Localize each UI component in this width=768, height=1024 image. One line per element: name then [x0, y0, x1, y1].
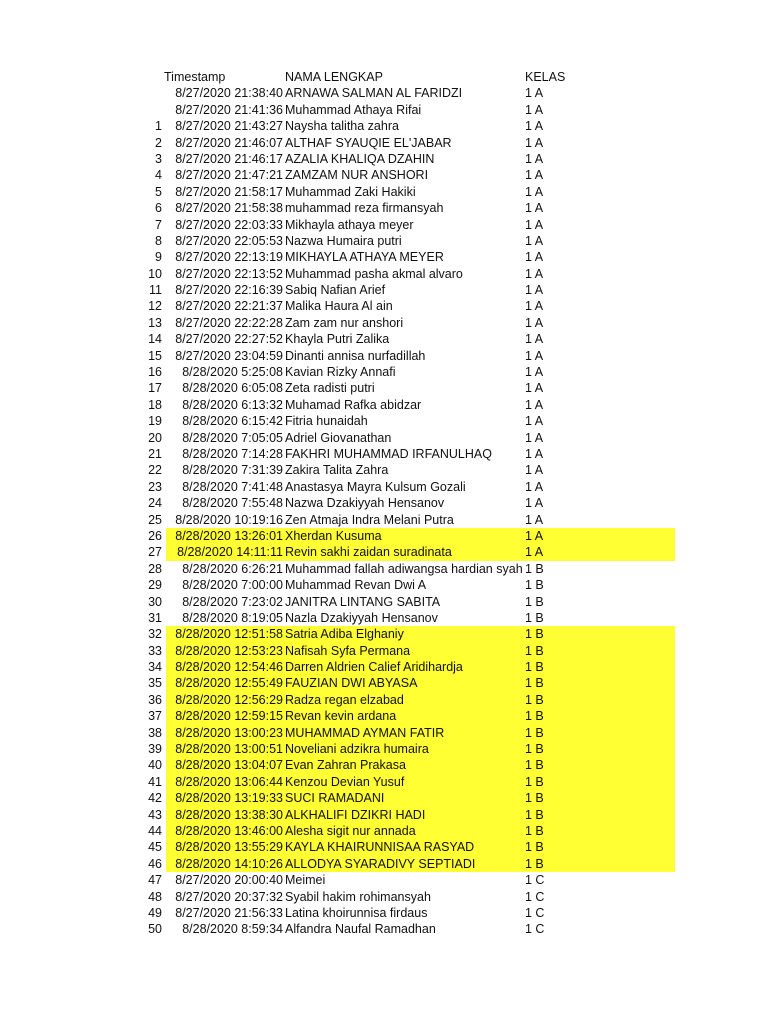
table-row — [0, 151, 768, 167]
kelas-cell: 1 C — [525, 905, 545, 920]
row-number: 10 — [148, 266, 162, 281]
name-cell: FAKHRI MUHAMMAD IRFANULHAQ — [285, 446, 492, 461]
table-row — [0, 577, 768, 593]
row-number: 43 — [148, 807, 162, 822]
kelas-cell: 1 A — [525, 151, 544, 166]
table-row — [0, 430, 768, 446]
row-number: 22 — [148, 463, 162, 478]
table-row — [0, 561, 768, 577]
data-rows — [0, 85, 768, 937]
row-number: 26 — [148, 528, 162, 543]
kelas-cell: 1 B — [525, 856, 544, 871]
name-cell: Revin sakhi zaidan suradinata — [285, 545, 452, 560]
name-cell: Sabiq Nafian Arief — [285, 283, 386, 298]
row-number: 24 — [148, 496, 162, 511]
kelas-cell: 1 A — [525, 479, 544, 494]
kelas-cell: 1 B — [525, 709, 544, 724]
table-row — [0, 200, 768, 216]
kelas-cell: 1 A — [525, 365, 544, 380]
timestamp-cell: 8/27/2020 22:05:53 — [175, 233, 283, 248]
kelas-cell: 1 C — [525, 873, 545, 888]
name-cell: Muhamad Rafka abidzar — [285, 397, 422, 412]
kelas-cell: 1 A — [525, 283, 544, 298]
timestamp-cell: 8/27/2020 21:41:36 — [175, 102, 283, 117]
name-cell: ALLODYA SYARADIVY SEPTIADI — [285, 856, 476, 871]
row-number: 27 — [148, 545, 162, 560]
row-number: 13 — [148, 315, 162, 330]
row-number: 37 — [148, 709, 162, 724]
timestamp-cell: 8/28/2020 7:23:02 — [182, 594, 283, 609]
table-row — [0, 331, 768, 347]
name-cell: Khayla Putri Zalika — [285, 332, 390, 347]
kelas-cell: 1 B — [525, 791, 544, 806]
kelas-cell: 1 B — [525, 660, 544, 675]
timestamp-cell: 8/28/2020 12:59:15 — [175, 709, 283, 724]
table-row — [0, 839, 768, 855]
row-number: 48 — [148, 889, 162, 904]
kelas-cell: 1 A — [525, 496, 544, 511]
kelas-cell: 1 A — [525, 397, 544, 412]
table-row — [0, 479, 768, 495]
table-row — [0, 85, 768, 101]
timestamp-cell: 8/27/2020 21:47:21 — [175, 168, 283, 183]
kelas-cell: 1 B — [525, 578, 544, 593]
row-number: 46 — [148, 856, 162, 871]
timestamp-cell: 8/27/2020 21:38:40 — [175, 86, 283, 101]
table-row — [0, 167, 768, 183]
name-cell: FAUZIAN DWI ABYASA — [285, 676, 418, 691]
kelas-cell: 1 A — [525, 446, 544, 461]
timestamp-cell: 8/28/2020 13:06:44 — [175, 774, 283, 789]
kelas-cell: 1 A — [525, 86, 544, 101]
table-row — [0, 512, 768, 528]
row-number: 39 — [148, 742, 162, 757]
timestamp-cell: 8/27/2020 21:58:38 — [175, 201, 283, 216]
table-row — [0, 872, 768, 888]
row-number: 14 — [148, 332, 162, 347]
timestamp-cell: 8/27/2020 23:04:59 — [175, 348, 283, 363]
timestamp-cell: 8/28/2020 7:41:48 — [182, 479, 283, 494]
timestamp-cell: 8/27/2020 21:58:17 — [175, 184, 283, 199]
name-cell: Muhammad pasha akmal alvaro — [285, 266, 463, 281]
table-row — [0, 757, 768, 773]
timestamp-cell: 8/28/2020 8:19:05 — [182, 610, 283, 625]
row-number: 12 — [148, 299, 162, 314]
timestamp-cell: 8/28/2020 12:55:49 — [175, 676, 283, 691]
kelas-cell: 1 B — [525, 840, 544, 855]
kelas-cell: 1 A — [525, 381, 544, 396]
timestamp-cell: 8/27/2020 22:16:39 — [175, 283, 283, 298]
name-cell: Syabil hakim rohimansyah — [285, 889, 431, 904]
row-number: 9 — [155, 250, 162, 265]
name-cell: Zam zam nur anshori — [285, 315, 404, 330]
name-cell: Darren Aldrien Calief Aridihardja — [285, 660, 463, 675]
kelas-cell: 1 A — [525, 414, 544, 429]
table-row — [0, 118, 768, 134]
kelas-cell: 1 B — [525, 692, 544, 707]
kelas-cell: 1 B — [525, 774, 544, 789]
table-row — [0, 528, 768, 544]
timestamp-cell: 8/28/2020 13:00:51 — [175, 742, 283, 757]
kelas-cell: 1 A — [525, 528, 544, 543]
row-number: 47 — [148, 873, 162, 888]
table-row — [0, 610, 768, 626]
name-cell: Nafisah Syfa Permana — [285, 643, 411, 658]
timestamp-cell: 8/28/2020 7:55:48 — [182, 496, 283, 511]
timestamp-cell: 8/28/2020 5:25:08 — [182, 365, 283, 380]
timestamp-cell: 8/27/2020 22:03:33 — [175, 217, 283, 232]
kelas-cell: 1 A — [525, 233, 544, 248]
name-cell: MUHAMMAD AYMAN FATIR — [285, 725, 445, 740]
name-cell: Malika Haura Al ain — [285, 299, 393, 314]
table-row — [0, 659, 768, 675]
kelas-cell: 1 B — [525, 643, 544, 658]
name-cell: Radza regan elzabad — [285, 692, 404, 707]
timestamp-cell: 8/27/2020 22:22:28 — [175, 315, 283, 330]
name-cell: Xherdan Kusuma — [285, 528, 382, 543]
timestamp-cell: 8/28/2020 13:46:00 — [175, 823, 283, 838]
name-cell: ALKHALIFI DZIKRI HADI — [285, 807, 426, 822]
row-number: 7 — [155, 217, 162, 232]
row-number: 31 — [148, 610, 162, 625]
kelas-cell: 1 B — [525, 627, 544, 642]
name-cell: Noveliani adzikra humaira — [285, 742, 429, 757]
name-cell: Muhammad Athaya Rifai — [285, 102, 422, 117]
timestamp-cell: 8/27/2020 20:00:40 — [175, 873, 283, 888]
name-cell: Nazla Dzakiyyah Hensanov — [285, 610, 438, 625]
timestamp-cell: 8/28/2020 6:05:08 — [182, 381, 283, 396]
table-row — [0, 807, 768, 823]
kelas-cell: 1 B — [525, 676, 544, 691]
kelas-cell: 1 A — [525, 512, 544, 527]
table-row — [0, 708, 768, 724]
timestamp-cell: 8/27/2020 22:13:52 — [175, 266, 283, 281]
table-row — [0, 889, 768, 905]
row-number: 36 — [148, 692, 162, 707]
kelas-cell: 1 A — [525, 250, 544, 265]
kelas-cell: 1 A — [525, 217, 544, 232]
name-cell: Muhammad fallah adiwangsa hardian syah — [285, 561, 523, 576]
table-row — [0, 249, 768, 265]
timestamp-cell: 8/28/2020 7:14:28 — [182, 446, 283, 461]
table-row — [0, 446, 768, 462]
header-row — [0, 69, 768, 85]
timestamp-cell: 8/28/2020 13:00:23 — [175, 725, 283, 740]
name-cell: KAYLA KHAIRUNNISAA RASYAD — [285, 840, 475, 855]
header-nama-lengkap: NAMA LENGKAP — [285, 70, 383, 84]
timestamp-cell: 8/27/2020 21:46:07 — [175, 135, 283, 150]
timestamp-cell: 8/27/2020 21:43:27 — [175, 119, 283, 134]
name-cell: Meimei — [285, 873, 326, 888]
kelas-cell: 1 B — [525, 823, 544, 838]
table-row — [0, 298, 768, 314]
row-number: 4 — [155, 168, 162, 183]
name-cell: Muhammad Zaki Hakiki — [285, 184, 416, 199]
name-cell: muhammad reza firmansyah — [285, 201, 444, 216]
row-number: 6 — [155, 201, 162, 216]
kelas-cell: 1 A — [525, 299, 544, 314]
kelas-cell: 1 A — [525, 135, 544, 150]
kelas-cell: 1 A — [525, 119, 544, 134]
timestamp-cell: 8/28/2020 7:05:05 — [182, 430, 283, 445]
timestamp-cell: 8/27/2020 21:56:33 — [175, 905, 283, 920]
row-number: 16 — [148, 365, 162, 380]
timestamp-cell: 8/28/2020 14:10:26 — [175, 856, 283, 871]
row-number: 3 — [155, 151, 162, 166]
name-cell: ZAMZAM NUR ANSHORI — [285, 168, 429, 183]
table-row — [0, 774, 768, 790]
table-row — [0, 413, 768, 429]
table-row — [0, 397, 768, 413]
table-row — [0, 315, 768, 331]
row-number: 18 — [148, 397, 162, 412]
row-number: 15 — [148, 348, 162, 363]
table-row — [0, 675, 768, 691]
timestamp-cell: 8/27/2020 21:46:17 — [175, 151, 283, 166]
kelas-cell: 1 B — [525, 725, 544, 740]
timestamp-cell: 8/27/2020 22:13:19 — [175, 250, 283, 265]
row-number: 32 — [148, 627, 162, 642]
name-cell: ALTHAF SYAUQIE EL'JABAR — [285, 135, 452, 150]
table-row — [0, 495, 768, 511]
timestamp-cell: 8/28/2020 13:38:30 — [175, 807, 283, 822]
table-row — [0, 266, 768, 282]
row-number: 35 — [148, 676, 162, 691]
row-number: 11 — [149, 283, 162, 298]
row-number: 17 — [148, 381, 162, 396]
name-cell: Nazwa Dzakiyyah Hensanov — [285, 496, 445, 511]
table-row — [0, 921, 768, 937]
name-cell: AZALIA KHALIQA DZAHIN — [285, 151, 435, 166]
header-kelas: KELAS — [525, 70, 566, 84]
kelas-cell: 1 A — [525, 348, 544, 363]
row-number: 50 — [148, 922, 162, 937]
row-number: 42 — [148, 791, 162, 806]
row-number: 30 — [148, 594, 162, 609]
table-row — [0, 741, 768, 757]
kelas-cell: 1 A — [525, 332, 544, 347]
name-cell: Adriel Giovanathan — [285, 430, 392, 445]
table-row — [0, 823, 768, 839]
name-cell: Revan kevin ardana — [285, 709, 397, 724]
kelas-cell: 1 C — [525, 889, 545, 904]
kelas-cell: 1 A — [525, 463, 544, 478]
row-number: 49 — [148, 905, 162, 920]
row-number: 2 — [155, 135, 162, 150]
row-number: 29 — [148, 578, 162, 593]
timestamp-cell: 8/28/2020 13:04:07 — [175, 758, 283, 773]
timestamp-cell: 8/28/2020 7:31:39 — [182, 463, 283, 478]
name-cell: Satria Adiba Elghaniy — [285, 627, 404, 642]
table-row — [0, 905, 768, 921]
row-number: 8 — [155, 233, 162, 248]
name-cell: Kenzou Devian Yusuf — [285, 774, 405, 789]
table-row — [0, 135, 768, 151]
table-row — [0, 380, 768, 396]
kelas-cell: 1 B — [525, 807, 544, 822]
table-row — [0, 790, 768, 806]
kelas-cell: 1 B — [525, 742, 544, 757]
timestamp-cell: 8/27/2020 22:27:52 — [175, 332, 283, 347]
timestamp-cell: 8/28/2020 12:54:46 — [175, 660, 283, 675]
timestamp-cell: 8/28/2020 13:55:29 — [175, 840, 283, 855]
name-cell: Latina khoirunnisa firdaus — [285, 905, 428, 920]
name-cell: Naysha talitha zahra — [285, 119, 399, 134]
row-number: 19 — [148, 414, 162, 429]
timestamp-cell: 8/27/2020 22:21:37 — [175, 299, 283, 314]
table-row — [0, 282, 768, 298]
name-cell: ARNAWA SALMAN AL FARIDZI — [285, 86, 463, 101]
header-timestamp: Timestamp — [164, 70, 226, 84]
kelas-cell: 1 B — [525, 758, 544, 773]
name-cell: JANITRA LINTANG SABITA — [285, 594, 441, 609]
row-number: 34 — [148, 660, 162, 675]
kelas-cell: 1 A — [525, 430, 544, 445]
row-number: 20 — [148, 430, 162, 445]
timestamp-cell: 8/28/2020 8:59:34 — [182, 922, 283, 937]
name-cell: Muhammad Revan Dwi A — [285, 578, 427, 593]
kelas-cell: 1 A — [525, 184, 544, 199]
timestamp-cell: 8/28/2020 12:51:58 — [175, 627, 283, 642]
name-cell: Zeta radisti putri — [285, 381, 375, 396]
table-row — [0, 725, 768, 741]
row-number: 33 — [148, 643, 162, 658]
timestamp-cell: 8/28/2020 12:53:23 — [175, 643, 283, 658]
table-row — [0, 544, 768, 560]
timestamp-cell: 8/28/2020 13:19:33 — [175, 791, 283, 806]
name-cell: Alesha sigit nur annada — [285, 823, 416, 838]
name-cell: MIKHAYLA ATHAYA MEYER — [285, 250, 444, 265]
row-number: 40 — [148, 758, 162, 773]
timestamp-cell: 8/27/2020 20:37:32 — [175, 889, 283, 904]
table-row — [0, 692, 768, 708]
kelas-cell: 1 B — [525, 594, 544, 609]
name-cell: Kavian Rizky Annafi — [285, 365, 396, 380]
spreadsheet — [0, 69, 768, 938]
row-number: 28 — [148, 561, 162, 576]
row-number: 1 — [155, 119, 162, 134]
kelas-cell: 1 A — [525, 102, 544, 117]
timestamp-cell: 8/28/2020 6:26:21 — [182, 561, 283, 576]
table-row — [0, 348, 768, 364]
table-row — [0, 102, 768, 118]
kelas-cell: 1 A — [525, 201, 544, 216]
kelas-cell: 1 A — [525, 168, 544, 183]
kelas-cell: 1 B — [525, 561, 544, 576]
timestamp-cell: 8/28/2020 13:26:01 — [175, 528, 283, 543]
row-number: 21 — [148, 446, 162, 461]
name-cell: Alfandra Naufal Ramadhan — [285, 922, 436, 937]
timestamp-cell: 8/28/2020 10:19:16 — [175, 512, 283, 527]
table-row — [0, 856, 768, 872]
table-row — [0, 626, 768, 642]
timestamp-cell: 8/28/2020 7:00:00 — [182, 578, 283, 593]
kelas-cell: 1 A — [525, 266, 544, 281]
name-cell: Fitria hunaidah — [285, 414, 368, 429]
name-cell: Anastasya Mayra Kulsum Gozali — [285, 479, 466, 494]
row-number: 23 — [148, 479, 162, 494]
kelas-cell: 1 C — [525, 922, 545, 937]
name-cell: Mikhayla athaya meyer — [285, 217, 414, 232]
table-row — [0, 184, 768, 200]
row-number: 45 — [148, 840, 162, 855]
table-row — [0, 233, 768, 249]
name-cell: Nazwa Humaira putri — [285, 233, 402, 248]
row-number: 44 — [148, 823, 162, 838]
table-row — [0, 217, 768, 233]
kelas-cell: 1 A — [525, 315, 544, 330]
name-cell: Zen Atmaja Indra Melani Putra — [285, 512, 454, 527]
row-number: 38 — [148, 725, 162, 740]
kelas-cell: 1 A — [525, 545, 544, 560]
name-cell: SUCI RAMADANI — [285, 791, 385, 806]
timestamp-cell: 8/28/2020 12:56:29 — [175, 692, 283, 707]
name-cell: Dinanti annisa nurfadillah — [285, 348, 426, 363]
timestamp-cell: 8/28/2020 14:11:11 — [177, 545, 283, 560]
row-number: 5 — [155, 184, 162, 199]
table-row — [0, 364, 768, 380]
name-cell: Evan Zahran Prakasa — [285, 758, 406, 773]
table-row — [0, 462, 768, 478]
kelas-cell: 1 B — [525, 610, 544, 625]
table-row — [0, 594, 768, 610]
row-number: 25 — [148, 512, 162, 527]
timestamp-cell: 8/28/2020 6:13:32 — [182, 397, 283, 412]
table-row — [0, 643, 768, 659]
timestamp-cell: 8/28/2020 6:15:42 — [182, 414, 283, 429]
row-number: 41 — [148, 774, 162, 789]
name-cell: Zakira Talita Zahra — [285, 463, 389, 478]
